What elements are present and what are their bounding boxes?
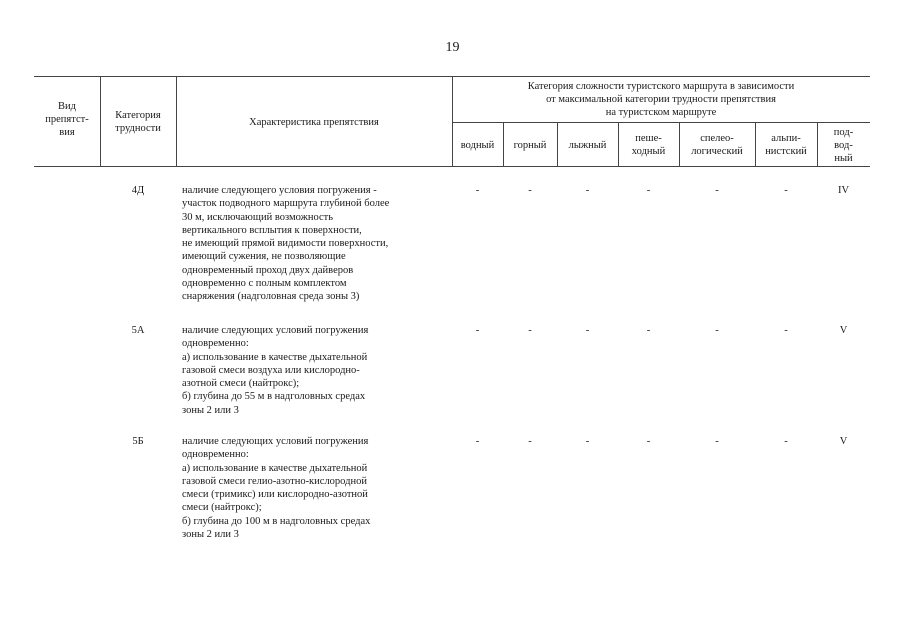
row-category-code: 4Д: [131, 185, 145, 196]
header-route-underwater: под- вод- ный: [833, 127, 854, 164]
row-description: наличие следующих условий погружения одновременно: а) использование в качестве дыхательной газовой смеси воздуха или кислородно- азотной смеси (найтрокс); б) глубина до 55 м в надголовных средах зоны 2 или 3: [182, 325, 369, 416]
cell-mountain: -: [528, 325, 532, 336]
header-route-water: водный: [460, 140, 495, 151]
cell-mountain: -: [528, 436, 532, 447]
header-route-hiking: пеше- ходный: [631, 133, 666, 157]
row-category-code: 5Б: [132, 436, 144, 447]
header-difficulty-category: Категория трудности: [115, 110, 161, 134]
header-route-speleo: спелео- логический: [691, 133, 743, 157]
cell-ski: -: [585, 185, 590, 196]
row-description: наличие следующих условий погружения одновременно: а) использование в качестве дыхательной газовой смеси гелио-азотно-кислородной смеси (тримикс) или кислородно-азотной смеси (найтрокс); б) глубина до 100 м в надголовных средах зоны 2 или 3: [182, 436, 371, 541]
group-header-divider: [452, 122, 870, 123]
page-number: 19: [445, 40, 460, 55]
cell-ski: -: [585, 325, 590, 336]
cell-speleo: -: [715, 185, 719, 196]
cell-underwater: V: [839, 325, 848, 336]
cell-speleo: -: [715, 325, 719, 336]
cell-water: -: [475, 185, 480, 196]
header-obstacle-characteristic: Характеристика препятствия: [249, 117, 379, 128]
header-bottom-border: [34, 166, 870, 167]
cell-alpine: -: [784, 325, 788, 336]
cell-ski: -: [585, 436, 590, 447]
row-description: наличие следующего условия погружения - участок подводного маршрута глубиной более 30 м, исключающий возможность вертикального всплытия к поверхности, не имеющий прямой видимости поверхности, имеющий сужения, не позволяющие одновременный проход двух дайверов одновременно с полным комплектом снаряжения (надголовная среда зоны 3): [182, 185, 390, 303]
header-route-ski: лыжный: [568, 140, 607, 151]
cell-speleo: -: [715, 436, 719, 447]
cell-mountain: -: [528, 185, 532, 196]
cell-underwater: IV: [837, 185, 850, 196]
header-route-difficulty-group: Категория сложности туристского маршрута в зависимости от максимальной категории трудности препятствия на туристском маршруте: [527, 81, 795, 118]
cell-alpine: -: [784, 185, 788, 196]
cell-hiking: -: [646, 325, 651, 336]
cell-water: -: [475, 436, 480, 447]
header-route-alpine: альпи- нистский: [765, 133, 807, 157]
cell-alpine: -: [784, 436, 788, 447]
header-route-mountain: горный: [513, 140, 547, 151]
cell-underwater: V: [839, 436, 848, 447]
cell-hiking: -: [646, 436, 651, 447]
row-category-code: 5А: [131, 325, 145, 336]
cell-hiking: -: [646, 185, 651, 196]
cell-water: -: [475, 325, 480, 336]
header-obstacle-type: Вид препятст- вия: [45, 101, 89, 138]
